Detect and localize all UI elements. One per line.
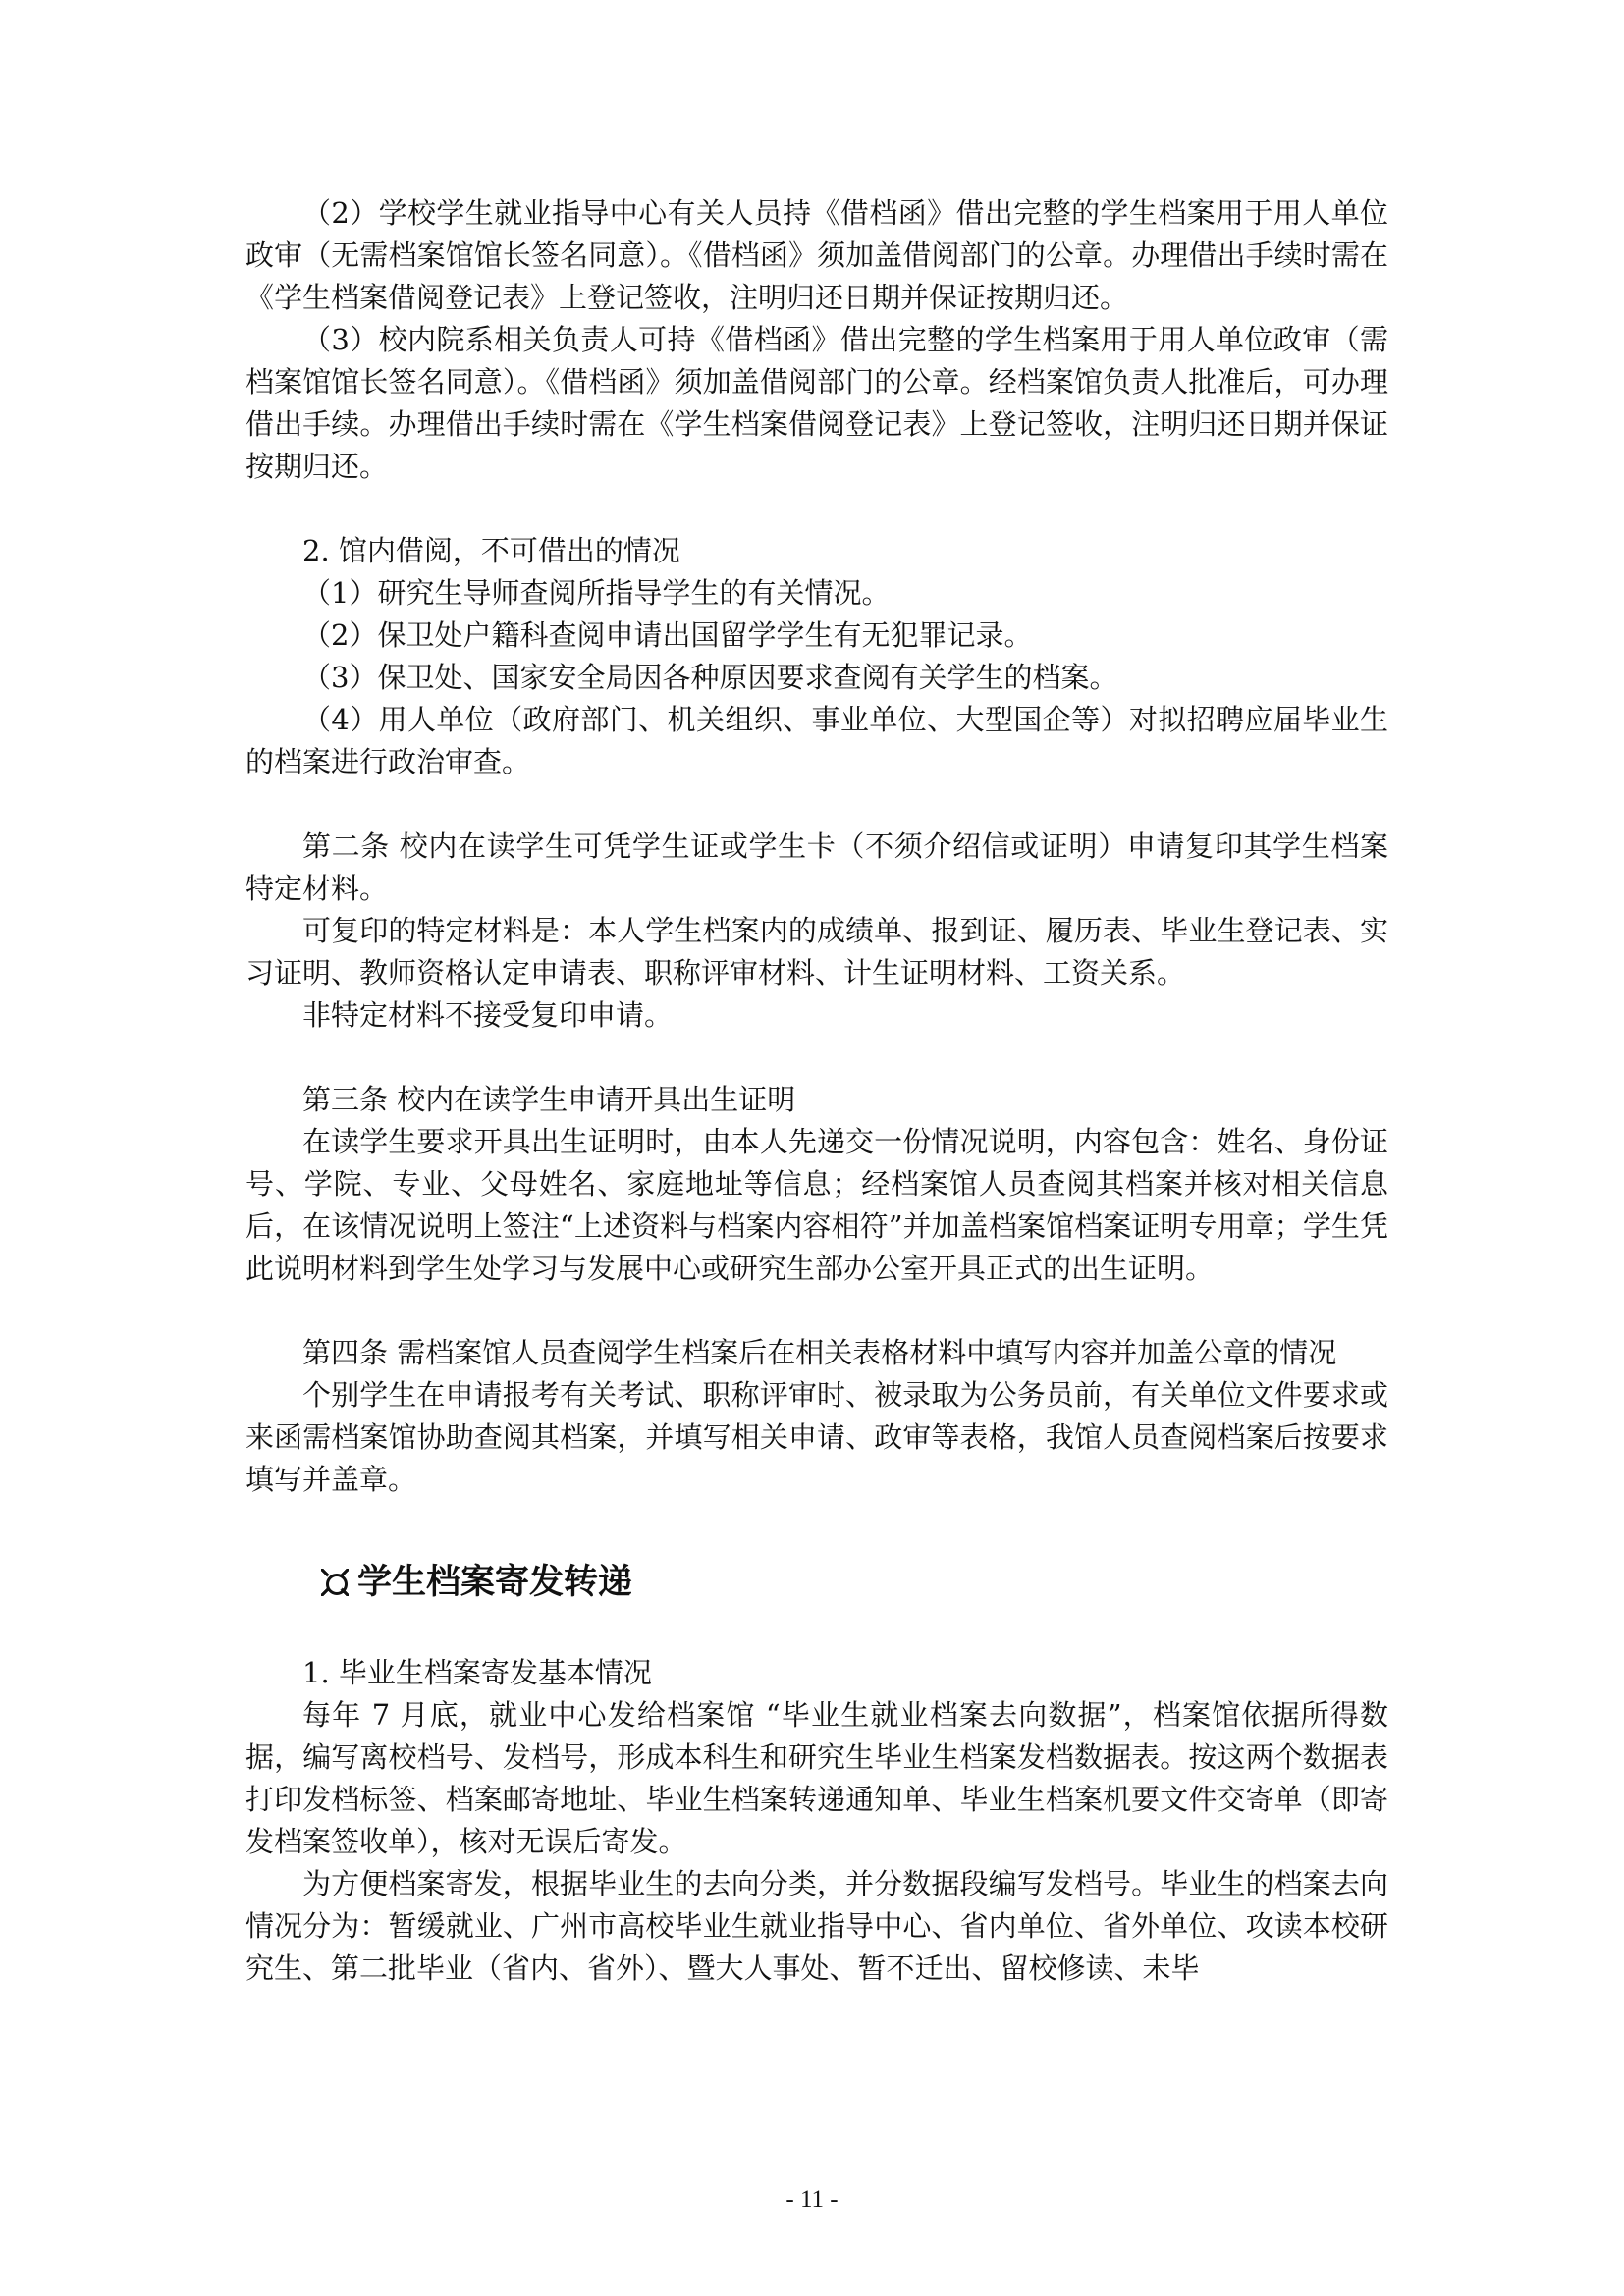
article-four: 第四条 需档案馆人员查阅学生档案后在相关表格材料中填写内容并加盖公章的情况 [302, 1336, 1337, 1369]
article-three-body: 在读学生要求开具出生证明时，由本人先递交一份情况说明，内容包含：姓名、身份证号、学院、专业、父母姓名、家庭地址等信息；经档案馆人员查阅其档案并核对相关信息后，在该情况说明上签注“上述资料与档案内容相符”并加盖档案馆档案证明专用章；学生凭此说明材料到学生处学习与发展中心或研究生部办公室开具正式的出生证明。 [245, 1125, 1388, 1285]
list-item: （2）保卫处户籍科查阅申请出国留学学生有无犯罪记录。 [302, 618, 1033, 652]
article-two-materials: 可复印的特定材料是：本人学生档案内的成绩单、报到证、履历表、毕业生登记表、实习证明、教师资格认定申请表、职称评审材料、计生证明材料、工资关系。 [245, 914, 1388, 989]
list-item: （3）保卫处、国家安全局因各种原因要求查阅有关学生的档案。 [302, 661, 1118, 694]
article-two-note: 非特定材料不接受复印申请。 [302, 998, 674, 1032]
paragraph-borrow-3: （3）校内院系相关负责人可持《借档函》借出完整的学生档案用于用人单位政审（需档案馆馆长签名同意）。《借档函》须加盖借阅部门的公章。经档案馆负责人批准后，可办理借出手续。办理借出手续时需在《学生档案借阅登记表》上登记签收，注明归还日期并保证按期归还。 [245, 323, 1388, 483]
paragraph-borrow-2: （2）学校学生就业指导中心有关人员持《借档函》借出完整的学生档案用于用人单位政审（无需档案馆馆长签名同意）。《借档函》须加盖借阅部门的公章。办理借出手续时需在《学生档案借阅登记表》上登记签收，注明归还日期并保证按期归还。 [245, 196, 1388, 314]
spacer [245, 1037, 1388, 1079]
subheading-in-library-reading: 2. 馆内借阅，不可借出的情况 [302, 534, 680, 567]
page-number: - 11 - [785, 2186, 839, 2213]
list-item: （4）用人单位（政府部门、机关组织、事业单位、大型国企等）对拟招聘应届毕业生的档案进行政治审查。 [245, 703, 1388, 778]
spacer [245, 783, 1388, 826]
dispatch-paragraph-1: 每年 7 月底，就业中心发给档案馆 “毕业生就业档案去向数据”，档案馆依据所得数据，编写离校档号、发档号，形成本科生和研究生毕业生档案发档数据表。按这两个数据表打印发档标签、档案邮寄地址、毕业生档案转递通知单、毕业生档案机要文件交寄单（即寄发档案签收单），核对无误后寄发。 [245, 1698, 1388, 1858]
section-title: 学生档案寄发转递 [357, 1563, 633, 1602]
article-three: 第三条 校内在读学生申请开具出生证明 [302, 1083, 796, 1116]
currency-sign-icon [320, 1568, 350, 1597]
list-item: （1）研究生导师查阅所指导学生的有关情况。 [302, 576, 891, 610]
spacer [245, 1290, 1388, 1332]
page-content [245, 192, 1388, 1990]
article-four-body: 个别学生在申请报考有关考试、职称评审时、被录取为公务员前，有关单位文件要求或来函需档案馆协助查阅其档案，并填写相关申请、政审等表格，我馆人员查阅档案后按要求填写并盖章。 [245, 1378, 1388, 1496]
article-two: 第二条 校内在读学生可凭学生证或学生卡（不须介绍信或证明）申请复印其学生档案特定材料。 [245, 829, 1388, 905]
subheading-dispatch-overview: 1. 毕业生档案寄发基本情况 [302, 1656, 652, 1689]
section-heading [245, 1558, 1388, 1607]
dispatch-paragraph-2: 为方便档案寄发，根据毕业生的去向分类，并分数据段编写发档号。毕业生的档案去向情况分为：暂缓就业、广州市高校毕业生就业指导中心、省内单位、省外单位、攻读本校研究生、第二批毕业（省内、省外）、暨大人事处、暂不迁出、留校修读、未毕 [245, 1867, 1388, 1985]
